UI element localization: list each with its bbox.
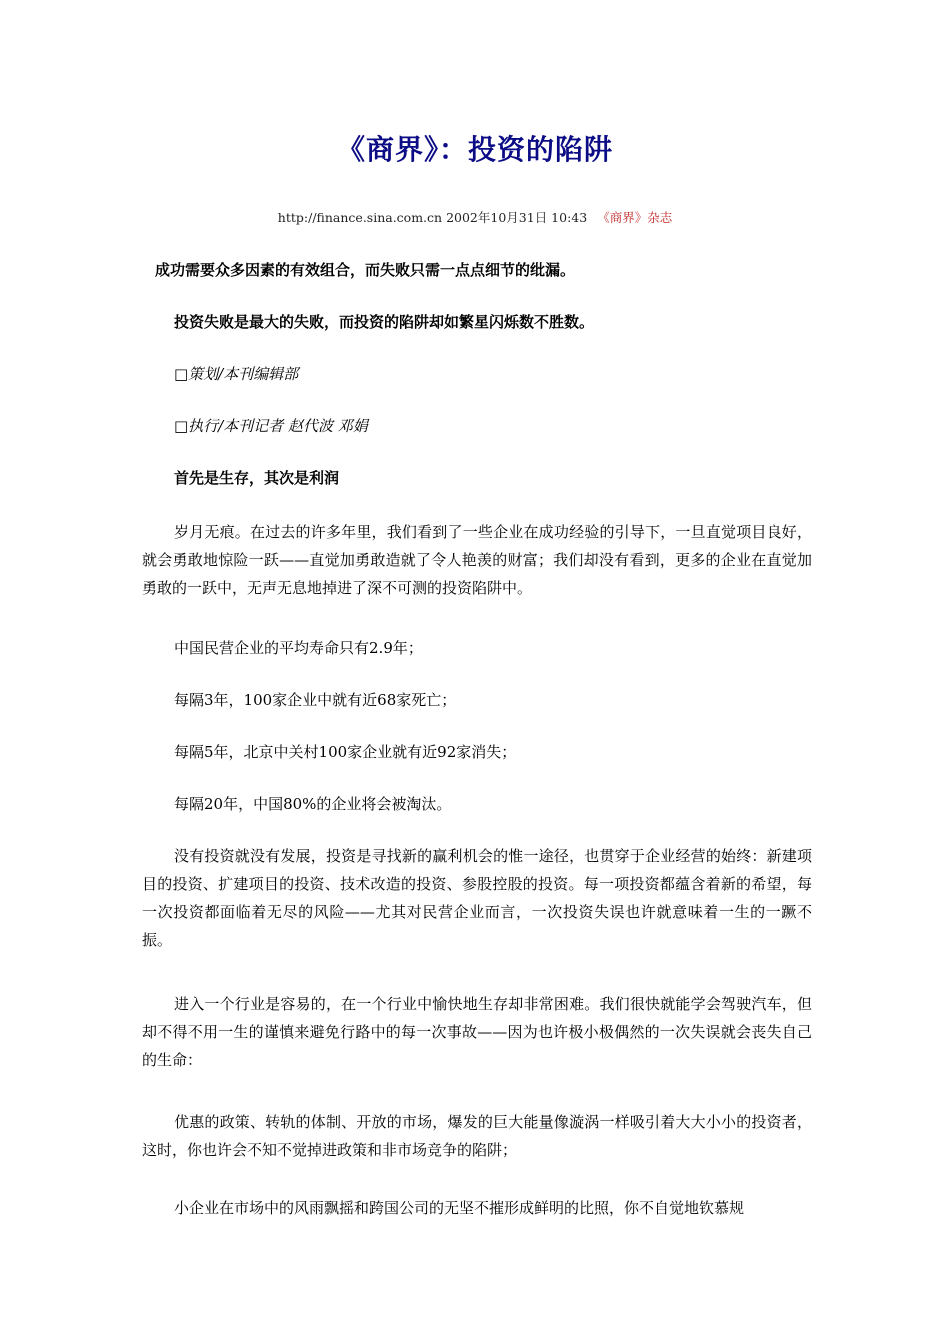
magazine-name: 《商界》杂志 — [597, 210, 673, 225]
credit-planning: □策划/本刊编辑部 — [174, 365, 299, 383]
section-heading: 首先是生存，其次是利润 — [174, 469, 340, 487]
paragraph-2: 没有投资就没有发展，投资是寻找新的赢利机会的惟一途径，也贯穿于企业经营的始终：新建项目的投资、扩建项目的投资、技术改造的投资、参股控股的投资。每一项投资都蕴含着新的希望，每一次投资都面临着无尽的风险——尤其对民营企业而言，一次投资失误也许就意味着一生的一蹶不振。 — [142, 847, 812, 949]
statistic-line-1: 中国民营企业的平均寿命只有2.9年； — [174, 639, 423, 657]
source-url: http://finance.sina.com.cn — [277, 210, 443, 225]
paragraph-3: 进入一个行业是容易的，在一个行业中愉快地生存却非常困难。我们很快就能学会驾驶汽车，但却不得不用一生的谨慎来避免行路中的每一次事故——因为也许极小极偶然的一次失误就会丧失自己的生命： — [142, 995, 812, 1069]
article-title: 《商界》：投资的陷阱 — [336, 133, 613, 166]
paragraph-1: 岁月无痕。在过去的许多年里，我们看到了一些企业在成功经验的引导下，一旦直觉项目良好，就会勇敢地惊险一跃——直觉加勇敢造就了令人艳羡的财富；我们却没有看到，更多的企业在直觉加勇敢的一跃中，无声无息地掉进了深不可测的投资陷阱中。 — [142, 523, 812, 597]
paragraph-4: 优惠的政策、转轨的体制、开放的市场，爆发的巨大能量像漩涡一样吸引着大大小小的投资者，这时，你也许会不知不觉掉进政策和非市场竞争的陷阱； — [142, 1113, 812, 1159]
credit-execution: □执行/本刊记者 赵代波 邓娟 — [174, 417, 368, 435]
statistic-line-3: 每隔5年，北京中关村100家企业就有近92家消失； — [174, 743, 517, 761]
statistic-line-4: 每隔20年，中国80%的企业将会被淘汰。 — [174, 795, 452, 813]
lead-line-1: 成功需要众多因素的有效组合，而失败只需一点点细节的纰漏。 — [155, 261, 576, 279]
statistic-line-2: 每隔3年，100家企业中就有近68家死亡； — [174, 691, 457, 709]
publish-date: 2002年10月31日 10:43 — [446, 210, 588, 225]
lead-line-2: 投资失败是最大的失败，而投资的陷阱却如繁星闪烁数不胜数。 — [174, 313, 595, 331]
paragraph-5: 小企业在市场中的风雨飘摇和跨国公司的无坚不摧形成鲜明的比照，你不自觉地钦慕规 — [174, 1199, 745, 1217]
article-source-line — [0, 208, 950, 226]
